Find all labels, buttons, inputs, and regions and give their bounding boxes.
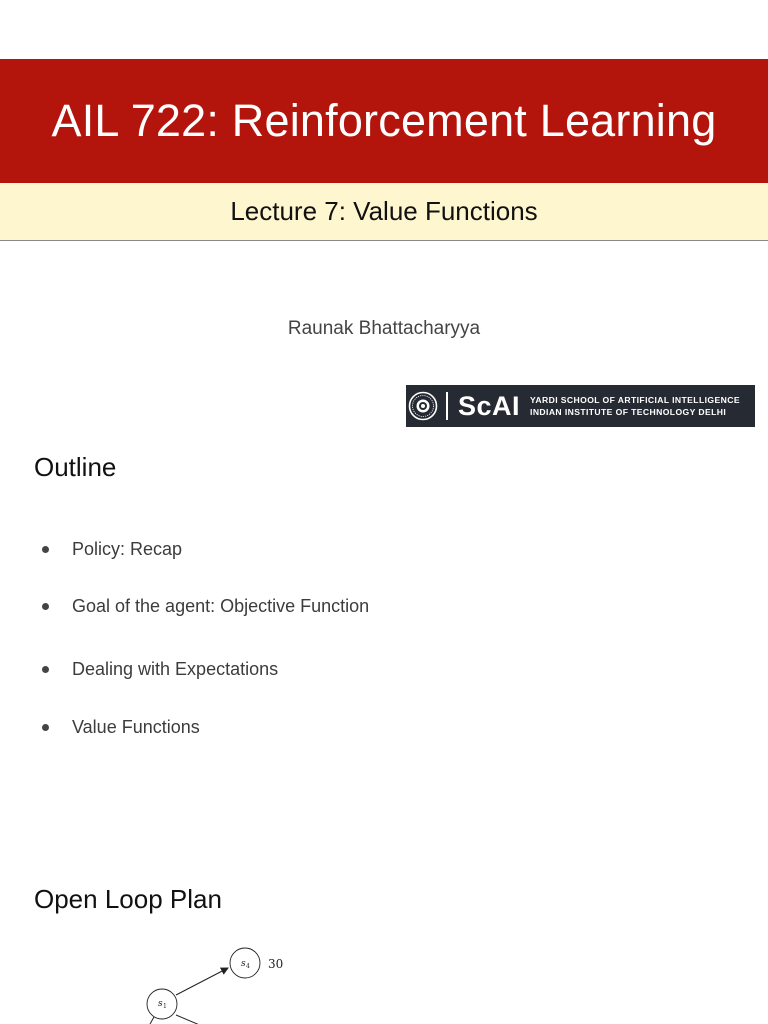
list-item bbox=[38, 717, 200, 738]
bullet-icon bbox=[42, 724, 49, 731]
bullet-icon bbox=[42, 546, 49, 553]
subtitle-band bbox=[0, 183, 768, 241]
open-loop-plan-slide bbox=[0, 862, 768, 1024]
title-slide bbox=[0, 0, 768, 432]
node-s1 bbox=[147, 989, 177, 1019]
node-s1-label: s bbox=[158, 999, 163, 1009]
list-item-text: Policy: Recap bbox=[72, 539, 183, 559]
outline-heading: Outline bbox=[34, 452, 117, 482]
bullet-icon bbox=[42, 603, 49, 610]
logo-divider bbox=[446, 392, 448, 420]
list-item-text: Goal of the agent: Objective Function bbox=[72, 596, 370, 616]
edge-in-s1 bbox=[150, 1017, 154, 1024]
author-name: Raunak Bhattacharyya bbox=[287, 318, 481, 339]
lecture-subtitle: Lecture 7: Value Functions bbox=[230, 196, 538, 226]
edge-s1-down bbox=[176, 1015, 202, 1024]
node-s4-reward: 30 bbox=[268, 957, 284, 971]
course-title: AIL 722: Reinforcement Learning bbox=[51, 95, 717, 146]
iit-seal-icon bbox=[408, 391, 438, 421]
node-s1-subscript: 1 bbox=[163, 1003, 167, 1010]
node-s4-subscript: 4 bbox=[246, 963, 250, 970]
node-s4 bbox=[230, 948, 260, 978]
list-item bbox=[38, 539, 182, 560]
logo-line-1: YARDI SCHOOL OF ARTIFICIAL INTELLIGENCE bbox=[530, 395, 740, 405]
edge-s1-s4 bbox=[176, 968, 228, 995]
scai-logo bbox=[406, 385, 755, 427]
plan-heading: Open Loop Plan bbox=[34, 884, 222, 914]
node-s4-label: s bbox=[241, 959, 246, 969]
logo-mark: ScAI bbox=[458, 390, 521, 421]
list-item-text: Dealing with Expectations bbox=[72, 659, 279, 679]
logo-text bbox=[530, 394, 740, 418]
bullet-icon bbox=[42, 666, 49, 673]
list-item bbox=[38, 659, 278, 680]
outline-slide bbox=[0, 432, 768, 862]
title-banner bbox=[0, 59, 768, 183]
list-item-text: Value Functions bbox=[72, 717, 200, 737]
logo-line-2: INDIAN INSTITUTE OF TECHNOLOGY DELHI bbox=[530, 407, 727, 417]
list-item bbox=[38, 596, 369, 617]
